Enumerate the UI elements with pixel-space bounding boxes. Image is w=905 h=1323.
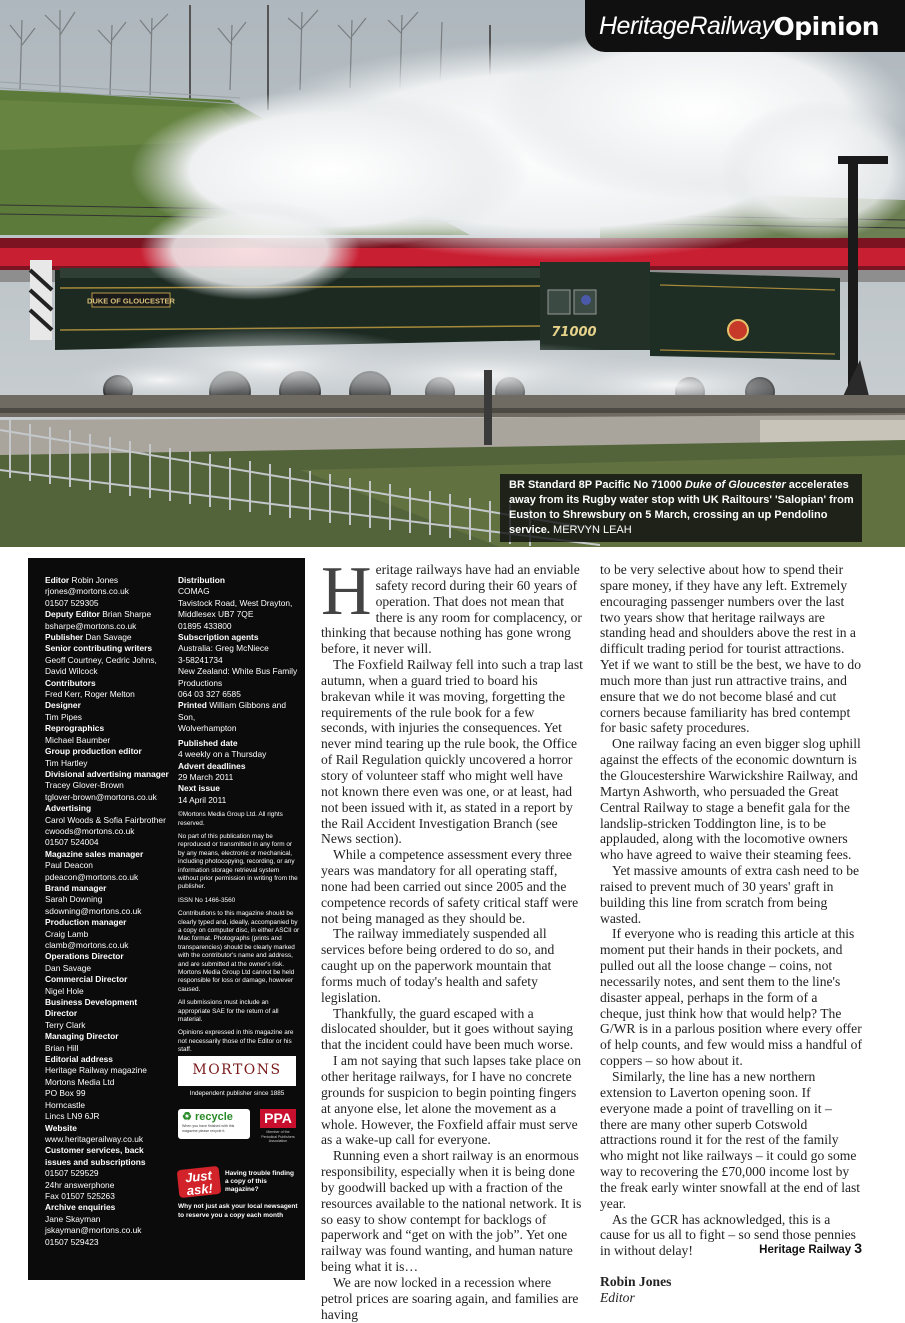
staff-role-line bbox=[178, 783, 300, 794]
staff-role: Publisher bbox=[45, 632, 84, 643]
photo-credit: MERVYN LEAH bbox=[553, 524, 632, 536]
just-ask-logo: Just ask! bbox=[177, 1166, 222, 1198]
staff-role-line bbox=[45, 643, 171, 654]
staff-role-line bbox=[45, 803, 171, 814]
staff-role: Website bbox=[45, 1122, 77, 1133]
article-paragraph: One railway facing an even bigger slog uphill against the effects of the economic downturn is the Gloucestershire Warwickshire Railway, and Martyn Ashworth, who persuaded the Great Central Railway to stage a benefit gala for the landslip-stricken Toddington line, is to be applauded, along with the locomotive owners who have agreed to waive their steaming fees. bbox=[600, 736, 861, 863]
staff-detail: 24hr answerphone bbox=[45, 1179, 115, 1190]
author-signature: Robin Jones bbox=[600, 1274, 672, 1290]
staff-entry bbox=[45, 632, 171, 643]
staff-detail: 4 weekly on a Thursday bbox=[178, 749, 267, 760]
article-paragraph: I am not saying that such lapses take place on other heritage railways, for I have no concrete grounds for suspicion to begin pointing fingers at anyone else, let alone the movement as a whole. However, the Foxfield affair must serve as a wake-up call for everyone. bbox=[321, 1053, 582, 1148]
staff-detail: Mortons Media Ltd bbox=[45, 1076, 115, 1087]
staff-detail: bsharpe@mortons.co.uk bbox=[45, 620, 137, 631]
staff-detail: Productions bbox=[178, 677, 223, 688]
article-paragraph: Similarly, the line has a new northern extension to Laverton opening soon. If everyone made a point of travelling on it – there are many other superb Cotswold attractions round it for the rest of the family who might not like railways – it could go some way to recovering the £70,000 income lost by the freak early winter snowfall at the end of last year. bbox=[600, 1069, 861, 1211]
staff-role: Customer services, back issues and subscriptions bbox=[45, 1145, 146, 1167]
staff-role: Advertising bbox=[45, 803, 92, 814]
staff-detail: Tim Hartley bbox=[45, 757, 88, 768]
staff-role: Production manager bbox=[45, 917, 127, 928]
staff-detail: Heritage Railway magazine bbox=[45, 1065, 147, 1076]
staff-entry bbox=[45, 1031, 171, 1054]
staff-role-line bbox=[45, 700, 171, 711]
staff-role-line bbox=[45, 1031, 171, 1042]
staff-detail: 01507 529529 bbox=[45, 1168, 99, 1179]
staff-role-line bbox=[45, 1145, 171, 1168]
staff-detail: Dan Savage bbox=[45, 962, 92, 973]
footer-magazine-name: Heritage Railway bbox=[759, 1244, 852, 1256]
staff-detail: Geoff Courtney, Cedric Johns, bbox=[45, 654, 157, 665]
staff-entry bbox=[45, 1202, 171, 1248]
staff-detail: COMAG bbox=[178, 586, 210, 597]
staff-detail: clamb@mortons.co.uk bbox=[45, 940, 129, 950]
hero-photo bbox=[0, 0, 905, 547]
staff-detail: Australia: Greg McNiece bbox=[178, 643, 269, 654]
staff-role: Subscription agents bbox=[178, 632, 259, 643]
staff-role: Editorial address bbox=[45, 1054, 113, 1065]
staff-detail: Tavistock Road, West Drayton, bbox=[178, 597, 293, 608]
staff-column-2 bbox=[178, 575, 300, 1055]
staff-entry bbox=[178, 783, 300, 806]
article-paragraph: to be very selective about how to spend their spare money, if they have any left. Extremely encouraging passenger numbers over the last two years show that heritage railways are standing head and shoulders above the rest in a difficult trading period for tourist attractions. Yet if we want to still be the best, we have to do much more than just run attractive trains, and ensure that we do not become blasé and cut corners because familiarity has bred contempt for basic safety procedures. bbox=[600, 562, 862, 736]
staff-entry bbox=[45, 1145, 171, 1202]
staff-entry bbox=[45, 643, 171, 677]
staff-detail: Fax 01507 525263 bbox=[45, 1190, 115, 1201]
staff-detail: PO Box 99 bbox=[45, 1088, 86, 1099]
staff-role: Next issue bbox=[178, 783, 220, 794]
staff-detail: Sarah Downing bbox=[45, 894, 103, 905]
staff-entry bbox=[45, 723, 171, 746]
staff-role: Distribution bbox=[178, 575, 225, 585]
article-column-2 bbox=[600, 562, 862, 1306]
staff-detail: David Wilcock bbox=[45, 666, 98, 677]
staff-role-line bbox=[45, 883, 171, 894]
staff-entry bbox=[45, 609, 171, 632]
staff-detail: Nigel Hole bbox=[45, 985, 84, 996]
staff-role: Published date bbox=[178, 737, 238, 748]
staff-role-line bbox=[45, 951, 171, 962]
ppa-label: PPA bbox=[260, 1109, 296, 1128]
staff-entry bbox=[178, 738, 300, 761]
article-paragraph: eritage railways have had an enviable safety record during their 60 years of operation. That does not mean that there is any room for complacency, or thinking that because nothing has gone wrong before, it never will. bbox=[321, 562, 582, 657]
staff-detail: Fred Kerr, Roger Melton bbox=[45, 689, 135, 700]
staff-entry bbox=[45, 803, 171, 849]
staff-detail: 01507 529305 bbox=[45, 597, 99, 608]
staff-name: Dan Savage bbox=[85, 632, 132, 643]
staff-detail: cwoods@mortons.co.uk bbox=[45, 825, 135, 836]
staff-detail: 3-58241734 bbox=[178, 654, 223, 665]
photo-caption bbox=[500, 474, 862, 542]
legal-paragraph: Opinions expressed in this magazine are not necessarily those of the Editor or his staff. bbox=[178, 1029, 294, 1054]
recycle-text: When you have finished with this magazine please recycle it. bbox=[182, 1124, 235, 1133]
staff-name: Robin Jones bbox=[71, 575, 119, 585]
staff-role: Designer bbox=[45, 700, 81, 711]
legal-paragraph: All submissions must include an appropriate SAE for the return of all material. bbox=[178, 999, 279, 1024]
staff-role-line bbox=[45, 917, 171, 928]
staff-role-line bbox=[178, 632, 300, 643]
article-paragraph: We are now locked in a recession where petrol prices are soaring again, and families are having bbox=[321, 1274, 579, 1322]
nameplate: DUKE OF GLOUCESTER bbox=[87, 296, 175, 306]
staff-role-line bbox=[45, 1123, 171, 1134]
caption-loco-name: Duke of Gloucester bbox=[684, 479, 786, 491]
staff-role-line bbox=[45, 678, 171, 689]
staff-detail: Brian Hill bbox=[45, 1042, 79, 1053]
legal-notices bbox=[178, 811, 300, 1055]
article-paragraph: While a competence assessment every three years was mandatory for all operating staff, none had been carried out since 2005 and the competence records of safety critical staff were not being managed as they should be. bbox=[321, 847, 579, 926]
staff-role-line bbox=[45, 746, 171, 757]
staff-detail: Tracey Glover-Brown bbox=[45, 780, 124, 791]
ppa-logo bbox=[260, 1109, 296, 1143]
article-paragraph: Running even a short railway is an enormous responsibility, especially when it is being done by goodwill backed up with a fraction of the resources available to the national network. It is so easy to show contempt for backlogs of paperwork and “get on with the job”. Yet one railway was found wanting, and human nature being what it is… bbox=[321, 1148, 582, 1275]
staff-name: William Gibbons and Son, bbox=[178, 700, 286, 722]
legal-paragraph: No part of this publication may be reproduced or transmitted in any form or by any means, electronic or mechanical, including photocopying, recording, or any information storage retrieval system without prior permission in writing from the publisher. bbox=[178, 832, 298, 891]
staff-entry bbox=[178, 575, 300, 632]
drop-cap: H bbox=[321, 553, 372, 630]
page-footer bbox=[759, 1240, 862, 1256]
staff-detail: www.heritagerailway.co.uk bbox=[45, 1133, 144, 1144]
staff-detail: pdeacon@mortons.co.uk bbox=[45, 871, 139, 882]
staff-entry bbox=[178, 632, 300, 700]
staff-detail: tglover-brown@mortons.co.uk bbox=[45, 791, 157, 802]
staff-detail: Tim Pipes bbox=[45, 711, 82, 722]
mortons-tagline: Independent publisher since 1885 bbox=[189, 1090, 285, 1097]
staff-entry bbox=[45, 678, 171, 701]
staff-detail: Jane Skayman bbox=[45, 1213, 101, 1224]
staff-detail: 064 03 327 6585 bbox=[178, 689, 241, 700]
staff-detail: Wolverhampton bbox=[178, 723, 237, 734]
staff-detail: rjones@mortons.co.uk bbox=[45, 586, 129, 597]
staff-role: Commercial Director bbox=[45, 974, 128, 985]
staff-name: Brian Sharpe bbox=[102, 609, 152, 620]
article-paragraph: Yet massive amounts of extra cash need to be raised to prevent much of 30 years' graft in building this line from scratch from being wasted. bbox=[600, 863, 860, 926]
legal-paragraph: Contributions to this magazine should be clearly typed and, ideally, accompanied by a copy on computer disc, in either ASCII or Mac format. Photographs (prints and transparencies) should be clearly marked with the contributor's name and address, and are submitted at the owner's risk. Mortons Media Group Ltd cannot be held responsible for loss or damage, however caused. bbox=[178, 910, 300, 993]
staff-role-line bbox=[45, 997, 171, 1020]
staff-role-line bbox=[178, 700, 300, 723]
article-paragraph: The Foxfield Railway fell into such a trap last autumn, when a guard tried to board his brakevan while it was moving, forgetting the requirements of the rule book for a few seconds, with injuries the consequences. Yet never mind tearing up the rule book, the Office of Rail Regulation quickly uncovered a horror story of volunteer staff who might well have not known there even was one, or at least, had not been issued with it, as stated in a report by the Rail Accident Investigation Branch (see News section). bbox=[321, 657, 583, 847]
masthead-title: HeritageRailway bbox=[599, 11, 774, 40]
staff-role: Operations Director bbox=[45, 951, 124, 962]
staff-entry bbox=[45, 997, 171, 1031]
staff-detail: Middlesex UB7 7QE bbox=[178, 609, 254, 620]
staff-entry bbox=[45, 1123, 171, 1146]
article-paragraph: As the GCR has acknowledged, this is a cause for us all to fight – so send those pennies in without delay! bbox=[600, 1211, 856, 1259]
legal-paragraph: ©Mortons Media Group Ltd. All rights reserved. bbox=[178, 811, 283, 827]
staff-role: Managing Director bbox=[45, 1031, 119, 1042]
staff-role-line bbox=[178, 761, 300, 772]
staff-entry bbox=[45, 1054, 171, 1122]
staff-role-line bbox=[45, 723, 171, 734]
crest bbox=[728, 320, 748, 340]
staff-detail: 29 March 2011 bbox=[178, 771, 234, 782]
article-column-1 bbox=[321, 553, 583, 1323]
staff-entry bbox=[45, 769, 171, 803]
staff-detail: Paul Deacon bbox=[45, 860, 93, 871]
staff-credits-panel bbox=[28, 558, 305, 1280]
staff-entry bbox=[45, 883, 171, 917]
staff-detail: 14 April 2011 bbox=[178, 794, 227, 805]
staff-entry bbox=[45, 974, 171, 997]
steam-locomotive-illustration bbox=[0, 0, 905, 547]
staff-entry bbox=[178, 700, 300, 734]
caption-text-b: accelerates away from its Rugby water stop with UK Railtours' 'Salopian' from Euston to Shrewsbury on 5 March, crossing an up Pendolino service. bbox=[509, 479, 854, 536]
page-number: 3 bbox=[854, 1240, 862, 1256]
staff-role: Editor bbox=[45, 575, 70, 585]
staff-detail: Carol Woods & Sofia Fairbrother bbox=[45, 814, 166, 825]
staff-role: Contributors bbox=[45, 677, 96, 688]
staff-role: Senior contributing writers bbox=[45, 643, 153, 654]
staff-detail: 01507 524004 bbox=[45, 837, 99, 848]
article-paragraph: If everyone who is reading this article at this moment put their hands in their pockets, and pulled out all the loose change – coins, not necessarily notes, and sent them to the line's disaster appeal, perhaps in the form of a cheque, just think how that would help? The G/WR is in a parlous position where every offer of help counts, and few would miss a handful of coppers – so how about it. bbox=[600, 926, 863, 1069]
publisher-logos bbox=[178, 1056, 300, 1144]
staff-role: Printed bbox=[178, 700, 207, 711]
staff-column-1 bbox=[45, 575, 171, 1248]
staff-role-line bbox=[45, 974, 171, 985]
staff-detail: sdowning@mortons.co.uk bbox=[45, 905, 142, 916]
staff-entry bbox=[45, 575, 171, 609]
recycle-icon: ♻ bbox=[182, 1111, 192, 1124]
masthead-section: Opinion bbox=[773, 11, 880, 41]
engine-number: 71000 bbox=[551, 325, 597, 340]
staff-detail: Craig Lamb bbox=[45, 928, 89, 939]
staff-role: Deputy Editor bbox=[45, 609, 100, 620]
staff-role-line bbox=[45, 769, 171, 780]
staff-detail: Terry Clark bbox=[45, 1019, 86, 1030]
staff-role: Divisional advertising manager bbox=[45, 768, 169, 779]
staff-role-line bbox=[45, 575, 171, 586]
staff-role: Reprographics bbox=[45, 723, 105, 734]
article-paragraph: The railway immediately suspended all services before being ordered to do so, and caught up on the paperwork mountain that forms much of today's health and safety legislation. bbox=[321, 926, 555, 1005]
staff-detail: New Zealand: White Bus Family bbox=[178, 666, 298, 677]
signal-post bbox=[484, 370, 492, 445]
staff-role-line bbox=[45, 609, 171, 620]
staff-role-line bbox=[45, 1202, 171, 1213]
staff-role-line bbox=[178, 575, 300, 586]
staff-role: Group production editor bbox=[45, 746, 142, 757]
staff-entry bbox=[45, 917, 171, 951]
staff-role: Magazine sales manager bbox=[45, 848, 144, 859]
ppa-text: Member of the Periodical Publishers Association bbox=[261, 1130, 295, 1144]
staff-role: Brand manager bbox=[45, 882, 107, 893]
recycle-label: recycle bbox=[194, 1111, 233, 1124]
staff-role-line bbox=[45, 1054, 171, 1065]
staff-entry bbox=[45, 700, 171, 723]
staff-role: Business Development Director bbox=[45, 997, 138, 1019]
staff-role-line bbox=[178, 738, 300, 749]
staff-detail: jskayman@mortons.co.uk bbox=[45, 1225, 142, 1236]
staff-entry bbox=[45, 849, 171, 883]
staff-role: Archive enquiries bbox=[45, 1202, 116, 1213]
staff-detail: 01895 433800 bbox=[178, 620, 232, 631]
staff-role-line bbox=[45, 849, 171, 860]
just-ask-text: Having trouble finding a copy of this magazine? bbox=[225, 1170, 294, 1193]
staff-detail: Horncastle bbox=[45, 1099, 86, 1110]
section-masthead bbox=[585, 0, 905, 52]
mortons-logo: MORTONS bbox=[178, 1056, 296, 1086]
legal-paragraph: ISSN No 1466-3560 bbox=[178, 896, 236, 904]
article-paragraph: Thankfully, the guard escaped with a dislocated shoulder, but it goes without saying that the incident could have been much worse. bbox=[321, 1005, 574, 1053]
staff-detail: Lincs LN9 6JR bbox=[45, 1111, 100, 1122]
author-role: Editor bbox=[600, 1289, 635, 1305]
just-ask-promo bbox=[178, 1167, 303, 1199]
caption-text-a: BR Standard 8P Pacific No 71000 bbox=[509, 479, 685, 491]
newsagent-note: Why not just ask your local newsagent to reserve you a copy each month bbox=[178, 1203, 298, 1219]
staff-entry bbox=[45, 746, 171, 769]
staff-detail: 01507 529423 bbox=[45, 1236, 99, 1247]
staff-detail: Michael Baumber bbox=[45, 734, 111, 745]
staff-entry bbox=[178, 761, 300, 784]
staff-role-line bbox=[45, 632, 171, 643]
recycle-logo bbox=[178, 1109, 250, 1139]
staff-role: Advert deadlines bbox=[178, 760, 246, 771]
staff-entry bbox=[45, 951, 171, 974]
